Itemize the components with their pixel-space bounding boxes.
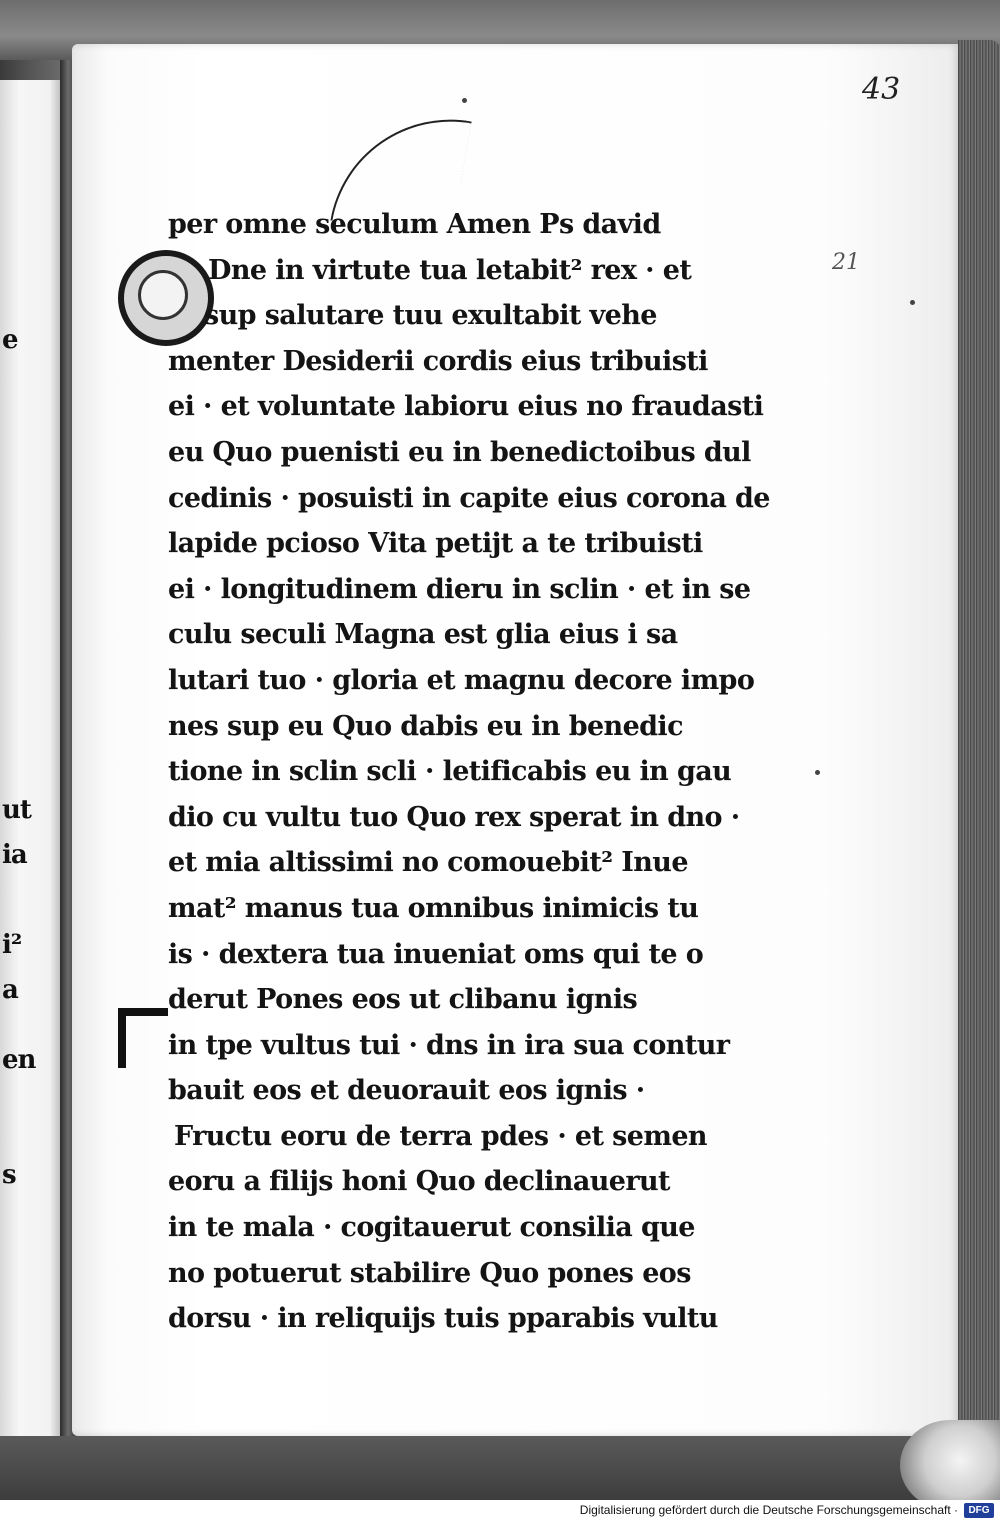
left-page-fragment: i² (2, 930, 22, 960)
ink-dot (462, 98, 467, 103)
manuscript-line: culu seculi Magna est glia eius i sa (168, 619, 678, 651)
manuscript-line: ei · longitudinem dieru in sclin · et in se (168, 573, 751, 605)
manuscript-line: ei · et voluntate labioru eius no fraudasti (168, 391, 764, 423)
ink-dot (910, 300, 915, 305)
manuscript-line: no potuerut stabilire Quo pones eos (168, 1257, 691, 1289)
initial-F (118, 1008, 168, 1068)
manuscript-line: menter Desiderii cordis eius tribuisti (168, 345, 708, 377)
page-edges (958, 40, 1000, 1440)
thumb-holding-page (900, 1420, 1000, 1500)
left-page (0, 80, 62, 1440)
manuscript-line: derut Pones eos ut clibanu ignis (168, 984, 638, 1016)
manuscript-line: in tpe vultus tui · dns in ira sua contur (168, 1029, 730, 1061)
margin-note: 21 (832, 250, 860, 275)
book-cover-bottom (0, 1436, 1000, 1500)
dfg-logo: DFG (964, 1503, 994, 1518)
manuscript-line: eu Quo puenisti eu in benedictoibus dul (168, 436, 751, 468)
manuscript-line: in te mala · cogitauerut consilia que (168, 1212, 695, 1244)
manuscript-line: bauit eos et deuorauit eos ignis · (168, 1075, 645, 1107)
manuscript-line: Dne in virtute tua letabit² rex · et (208, 254, 692, 286)
manuscript-line: per omne seculum Amen Ps david (168, 209, 661, 240)
manuscript-line: dio cu vultu tuo Quo rex sperat in dno · (168, 801, 740, 833)
funding-credit: Digitalisierung gefördert durch die Deutsche Forschungsgemeinschaft · (579, 1503, 958, 1517)
footer-bar (0, 1500, 1000, 1522)
left-page-fragment: ut (2, 795, 31, 825)
manuscript-line: cedinis · posuisti in capite eius corona de (168, 482, 770, 514)
manuscript-line: mat² manus tua omnibus inimicis tu (168, 892, 699, 924)
left-page-fragment: a (2, 975, 18, 1005)
ink-dot (815, 770, 820, 775)
manuscript-line: eoru a filijs honi Quo declinauerut (168, 1166, 670, 1198)
manuscript-line: dorsu · in reliquijs tuis pparabis vultu (168, 1303, 718, 1335)
left-page-fragment: s (2, 1160, 16, 1190)
manuscript-line: et mia altissimi no comouebit² Inue (168, 847, 688, 879)
manuscript-line: sup salutare tuu exultabit vehe (204, 300, 657, 332)
manuscript-line: nes sup eu Quo dabis eu in benedic (168, 710, 683, 742)
manuscript-line: Fructu eoru de terra pdes · et semen (174, 1120, 707, 1152)
manuscript-line: lapide pcioso Vita petijt a te tribuisti (168, 528, 703, 560)
manuscript-line: is · dextera tua inueniat oms qui te o (168, 938, 704, 970)
manuscript-line: tione in sclin scli · letificabis eu in gau (168, 756, 732, 788)
left-page-fragment: en (2, 1045, 36, 1075)
left-page-fragment: ia (2, 840, 27, 870)
folio-number: 43 (862, 72, 901, 107)
manuscript-text-block (168, 202, 808, 1342)
manuscript-line: lutari tuo · gloria et magnu decore impo (168, 664, 755, 696)
left-page-fragment: e (2, 325, 18, 355)
